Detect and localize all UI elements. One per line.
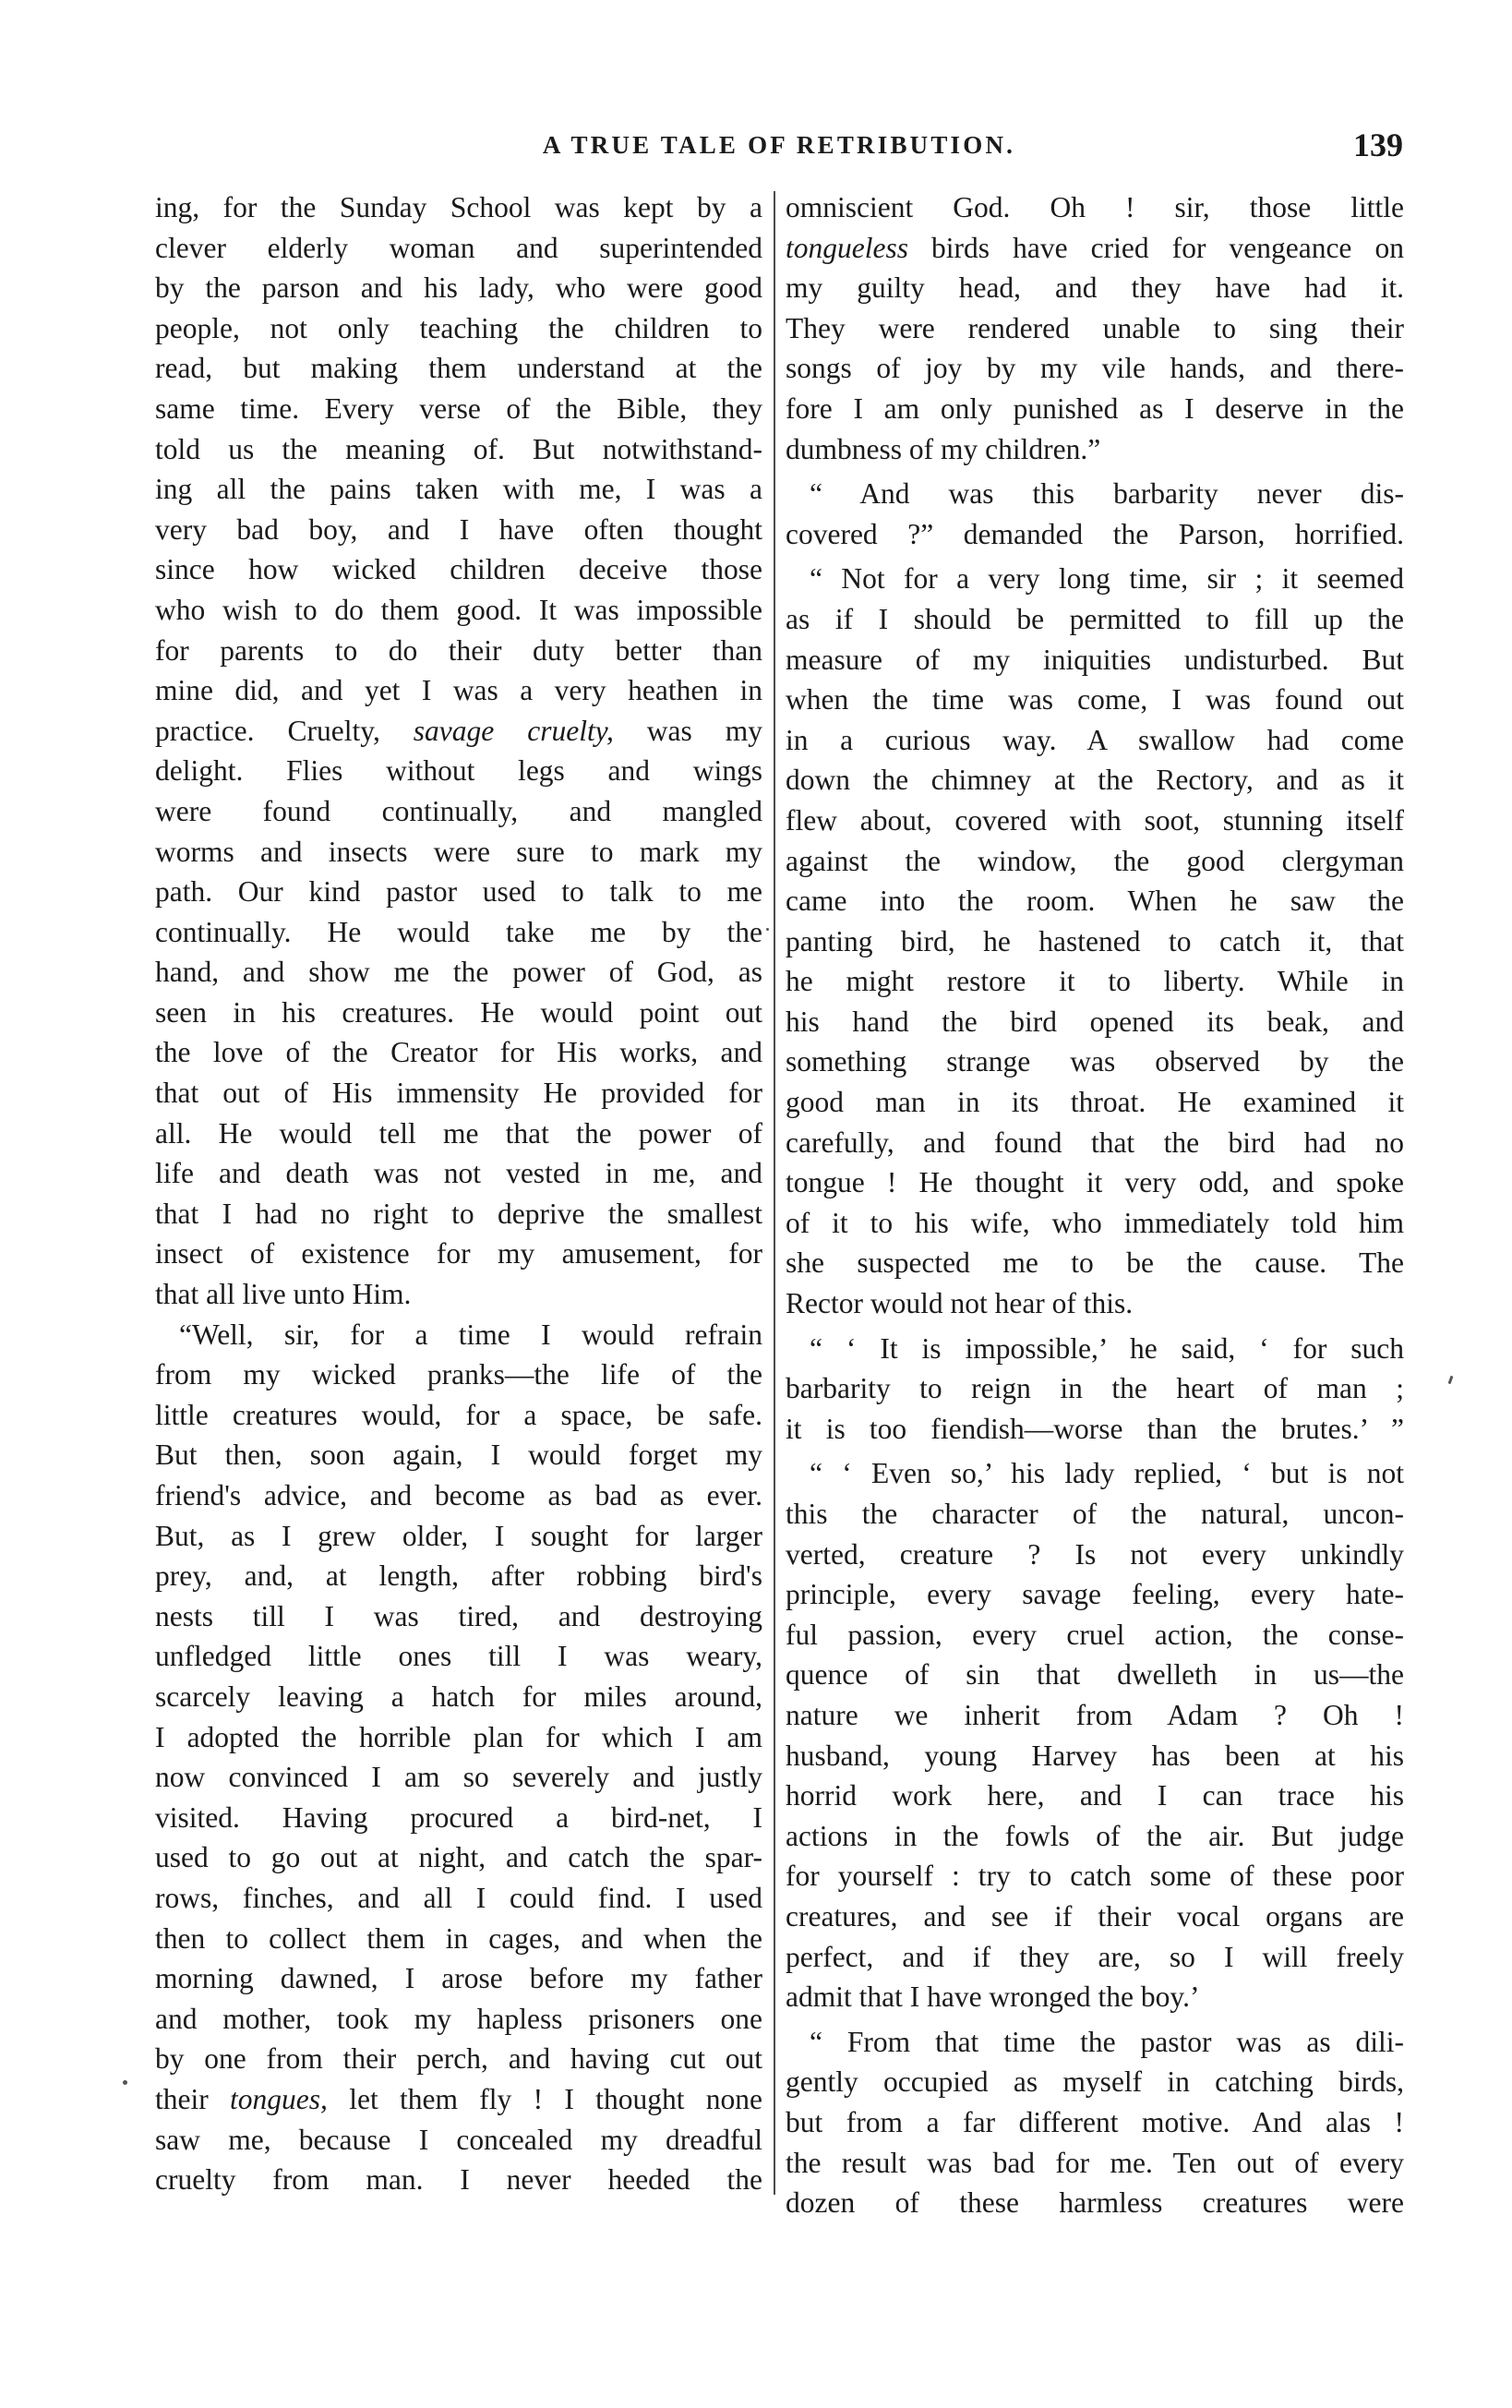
text-run: that all live unto Him.: [155, 1278, 412, 1311]
text-run: panting bird, he hastened to catch it, that: [786, 924, 1404, 957]
text-line: [155, 1114, 762, 1154]
text-run: was my: [613, 714, 762, 747]
text-run: dozen of these harmless creatures were: [786, 2186, 1404, 2220]
text-line: [786, 1776, 1404, 1816]
text-run: ing all the pains taken with me, I was a: [155, 473, 762, 506]
text-run: and mother, took my hapless prisoners one: [155, 2002, 762, 2035]
text-line: [155, 1958, 762, 1999]
text-line: [786, 1494, 1404, 1535]
text-run: as if I should be permitted to fill up the: [786, 602, 1404, 635]
text-run: good man in its throat. He examined it: [786, 1086, 1404, 1119]
text-line: [155, 1999, 762, 2040]
text-run: down the chimney at the Rectory, and as it: [786, 764, 1404, 797]
text-line: [786, 881, 1404, 921]
text-run: of it to his wife, who immediately told him: [786, 1206, 1404, 1239]
text-line: [155, 1717, 762, 1758]
text-run: this the character of the natural, uncon-: [786, 1498, 1404, 1530]
text-line: [786, 348, 1404, 389]
text-line: [786, 514, 1404, 555]
text-run: when the time was come, I was found out: [786, 683, 1404, 716]
page-number: 139: [1353, 126, 1403, 163]
text-run: songs of joy by my vile hands, and there-: [786, 352, 1404, 385]
text-line: [155, 510, 762, 550]
text-line: [155, 429, 762, 470]
text-line: [786, 559, 1404, 599]
ink-speck: [123, 2080, 127, 2085]
text-run: delight. Flies without legs and wings: [155, 754, 762, 788]
text-run: ing, for the Sunday School was kept by a: [155, 191, 762, 223]
text-run: that out of His immensity He provided for: [155, 1077, 762, 1110]
text-run: she suspected me to be the cause. The: [786, 1246, 1404, 1280]
text-line: [786, 1243, 1404, 1283]
text-line: [155, 1596, 762, 1637]
text-run: in a curious way. A swallow had come: [786, 723, 1404, 756]
text-run: cruelty from man. I never heeded the: [155, 2163, 762, 2197]
text-line: [786, 1203, 1404, 1244]
text-run: I adopted the horrible plan for which I am: [155, 1720, 762, 1753]
text-run: morning dawned, I arose before my father: [155, 1962, 762, 1995]
text-line: [155, 1475, 762, 1516]
text-run: principle, every savage feeling, every hate-: [786, 1578, 1404, 1611]
text-run: But, as I grew older, I sought for larger: [155, 1519, 762, 1552]
text-line: [155, 993, 762, 1033]
text-line: [155, 1798, 762, 1838]
text-line: [155, 912, 762, 953]
italic-text: tongues,: [230, 2082, 328, 2115]
text-run: practice. Cruelty,: [155, 714, 414, 747]
text-run: tongue ! He thought it very odd, and spoke: [786, 1166, 1404, 1199]
text-line: [155, 670, 762, 711]
text-line: [155, 2039, 762, 2079]
text-run: “ Not for a very long time, sir ; it seemed: [810, 562, 1404, 596]
text-run: something strange was observed by the: [786, 1045, 1404, 1078]
text-line: [155, 1919, 762, 1959]
text-line: [786, 1041, 1404, 1082]
text-run: insect of existence for my amusement, for: [155, 1237, 762, 1270]
right-text-column: [786, 187, 1404, 2223]
text-line: [786, 961, 1404, 1002]
text-run: “ ‘ Even so,’ his lady replied, ‘ but is not: [810, 1457, 1404, 1490]
text-line: [786, 1896, 1404, 1937]
text-line: [786, 1816, 1404, 1857]
text-line: [155, 187, 762, 228]
text-line: [786, 1409, 1404, 1450]
text-line: [155, 751, 762, 791]
text-line: [786, 228, 1404, 269]
text-line: [786, 2022, 1404, 2063]
ink-speck: [1448, 1376, 1454, 1384]
text-line: [155, 1435, 762, 1475]
text-run: verted, creature ? Is not every unkindly: [786, 1537, 1404, 1571]
text-run: measure of my iniquities undisturbed. But: [786, 643, 1404, 676]
text-run: for yourself : try to catch some of these poor: [786, 1860, 1404, 1893]
text-line: [155, 469, 762, 510]
text-run: their: [155, 2082, 231, 2115]
text-run: unfledged little ones till I was weary,: [155, 1640, 762, 1673]
text-line: [786, 474, 1404, 514]
text-line: [155, 1354, 762, 1395]
text-line: [155, 1556, 762, 1596]
text-run: since how wicked children deceive those: [155, 553, 762, 586]
text-run: my guilty head, and they have had it.: [786, 271, 1404, 305]
text-run: used to go out at night, and catch the spar-: [155, 1841, 762, 1874]
text-run: husband, young Harvey has been at his: [786, 1739, 1404, 1772]
text-line: [155, 1878, 762, 1919]
text-run: that I had no right to deprive the smallest: [155, 1197, 762, 1230]
text-run: creatures, and see if their vocal organs are: [786, 1899, 1404, 1932]
text-run: flew about, covered with soot, stunning itself: [786, 803, 1404, 837]
text-line: [786, 1695, 1404, 1736]
text-run: barbarity to reign in the heart of man ;: [786, 1372, 1404, 1405]
text-line: [786, 1329, 1404, 1369]
text-run: But then, soon again, I would forget my: [155, 1439, 762, 1472]
text-run: actions in the fowls of the air. But judge: [786, 1819, 1404, 1852]
text-run: then to collect them in cages, and when the: [155, 1921, 762, 1955]
text-line: [155, 1677, 762, 1717]
text-run: omniscient God. Oh ! sir, those little: [786, 191, 1404, 223]
text-line: [155, 308, 762, 349]
text-run: covered ?” demanded the Parson, horrified.: [786, 517, 1404, 550]
text-line: [786, 841, 1404, 882]
text-run: little creatures would, for a space, be safe.: [155, 1398, 762, 1431]
text-line: [786, 187, 1404, 228]
text-run: came into the room. When he saw the: [786, 885, 1404, 918]
text-line: [155, 1516, 762, 1557]
text-run: carefully, and found that the bird had no: [786, 1126, 1404, 1159]
text-line: [155, 1194, 762, 1234]
text-run: admit that I have wronged the boy.’: [786, 1981, 1200, 2014]
text-line: [786, 680, 1404, 720]
text-line: [155, 1757, 762, 1798]
text-line: [786, 2102, 1404, 2143]
text-line: [786, 2143, 1404, 2184]
text-run: same time. Every verse of the Bible, they: [155, 391, 762, 425]
text-run: Rector would not hear of this.: [786, 1287, 1134, 1320]
text-run: visited. Having procured a bird-net, I: [155, 1800, 762, 1834]
text-run: rows, finches, and all I could find. I used: [155, 1881, 762, 1914]
text-run: all. He would tell me that the power of: [155, 1116, 762, 1150]
text-run: he might restore it to liberty. While in: [786, 965, 1404, 998]
text-run: quence of sin that dwelleth in us—the: [786, 1658, 1404, 1692]
text-run: clever elderly woman and superintended: [155, 231, 762, 264]
text-run: his hand the bird opened its beak, and: [786, 1005, 1404, 1038]
text-run: but from a far different motive. And alas !: [786, 2105, 1404, 2138]
text-run: continually. He would take me by the: [155, 915, 762, 948]
text-run: very bad boy, and I have often thought: [155, 512, 762, 546]
text-run: for parents to do their duty better than: [155, 633, 762, 667]
text-line: [155, 1274, 762, 1315]
text-line: [786, 389, 1404, 429]
text-run: let them fly ! I thought none: [327, 2082, 762, 2115]
text-run: the love of the Creator for His works, and: [155, 1036, 762, 1069]
text-line: [786, 1002, 1404, 1042]
text-run: fore I am only punished as I deserve in the: [786, 391, 1404, 425]
text-run: “ And was this barbarity never dis-: [810, 477, 1404, 511]
text-line: [786, 1574, 1404, 1615]
text-run: birds have cried for vengeance on: [907, 231, 1404, 264]
text-line: [786, 2183, 1404, 2223]
text-line: [786, 1655, 1404, 1695]
text-run: mine did, and yet I was a very heathen in: [155, 674, 762, 707]
text-line: [786, 1535, 1404, 1575]
text-line: [155, 872, 762, 912]
text-run: perfect, and if they are, so I will freely: [786, 1940, 1404, 1973]
text-line: [786, 1453, 1404, 1494]
text-line: [786, 921, 1404, 962]
text-run: friend's advice, and become as bad as ever.: [155, 1479, 762, 1511]
text-run: told us the meaning of. But notwithstand-: [155, 432, 762, 465]
text-line: [786, 760, 1404, 801]
text-line: [786, 1123, 1404, 1163]
text-line: [155, 228, 762, 269]
text-run: now convinced I am so severely and justly: [155, 1761, 762, 1794]
text-line: [786, 720, 1404, 761]
text-line: [155, 1234, 762, 1274]
left-text-column: [155, 187, 762, 2200]
text-run: horrid work here, and I can trace his: [786, 1779, 1404, 1812]
text-line: [786, 429, 1404, 470]
text-line: [786, 1283, 1404, 1324]
text-line: [786, 1368, 1404, 1409]
text-run: life and death was not vested in me, and: [155, 1157, 762, 1190]
text-line: [786, 1937, 1404, 1978]
text-run: saw me, because I concealed my dreadful: [155, 2123, 762, 2156]
text-line: [155, 1837, 762, 1878]
text-run: They were rendered unable to sing their: [786, 311, 1404, 344]
text-line: [155, 952, 762, 993]
text-line: [786, 1856, 1404, 1896]
text-run: were found continually, and mangled: [155, 794, 762, 827]
text-line: [155, 2120, 762, 2161]
text-line: [155, 549, 762, 590]
column-divider: [774, 191, 775, 2195]
text-run: gently occupied as myself in catching birds,: [786, 2065, 1404, 2099]
text-run: scarcely leaving a hatch for miles around,: [155, 1680, 762, 1713]
running-head: [155, 126, 1403, 163]
text-run: read, but making them understand at the: [155, 352, 762, 385]
text-run: from my wicked pranks—the life of the: [155, 1358, 762, 1391]
text-line: [155, 711, 762, 752]
text-line: [786, 268, 1404, 308]
text-run: it is too fiendish—worse than the brutes.’ ”: [786, 1412, 1404, 1445]
text-line: [155, 832, 762, 873]
text-run: prey, and, at length, after robbing bird's: [155, 1559, 762, 1593]
text-line: [155, 590, 762, 631]
text-line: [155, 1636, 762, 1677]
text-line: [786, 1082, 1404, 1123]
text-line: [155, 1032, 762, 1073]
text-line: [155, 2079, 762, 2120]
text-run: nests till I was tired, and destroying: [155, 1599, 762, 1632]
text-line: [786, 801, 1404, 841]
text-line: [155, 2160, 762, 2200]
text-line: [155, 389, 762, 429]
text-run: seen in his creatures. He would point out: [155, 995, 762, 1029]
text-run: worms and insects were sure to mark my: [155, 835, 762, 868]
text-run: by one from their perch, and having cut out: [155, 2042, 762, 2076]
text-line: [155, 1153, 762, 1194]
italic-text: savage cruelty,: [413, 714, 614, 747]
text-run: “Well, sir, for a time I would refrain: [179, 1318, 762, 1351]
text-line: [786, 1736, 1404, 1776]
text-line: [786, 640, 1404, 680]
text-line: [786, 308, 1404, 349]
text-line: [786, 1977, 1404, 2017]
running-title: A TRUE TALE OF RETRIBUTION.: [542, 131, 1016, 159]
text-line: [155, 348, 762, 389]
text-line: [786, 599, 1404, 640]
text-line: [155, 1073, 762, 1114]
text-line: [155, 1315, 762, 1355]
ink-speck: [766, 928, 769, 931]
text-run: who wish to do them good. It was impossible: [155, 593, 762, 626]
text-run: path. Our kind pastor used to talk to me: [155, 875, 762, 909]
text-run: by the parson and his lady, who were good: [155, 271, 762, 305]
text-run: nature we inherit from Adam ? Oh !: [786, 1698, 1404, 1731]
text-line: [786, 1615, 1404, 1656]
text-line: [155, 268, 762, 308]
text-line: [786, 1162, 1404, 1203]
text-run: “ From that time the pastor was as dili-: [810, 2025, 1404, 2058]
italic-text: tongueless: [786, 231, 908, 264]
text-run: hand, and show me the power of God, as: [155, 956, 762, 989]
text-line: [155, 791, 762, 832]
text-line: [786, 2062, 1404, 2102]
text-run: “ ‘ It is impossible,’ he said, ‘ for such: [810, 1331, 1404, 1365]
text-line: [155, 631, 762, 671]
text-run: ful passion, every cruel action, the conse-: [786, 1618, 1404, 1651]
text-run: the result was bad for me. Ten out of every: [786, 2146, 1404, 2179]
text-line: [155, 1395, 762, 1436]
text-run: dumbness of my children.”: [786, 432, 1101, 465]
text-run: people, not only teaching the children to: [155, 311, 762, 344]
text-run: against the window, the good clergyman: [786, 844, 1404, 877]
